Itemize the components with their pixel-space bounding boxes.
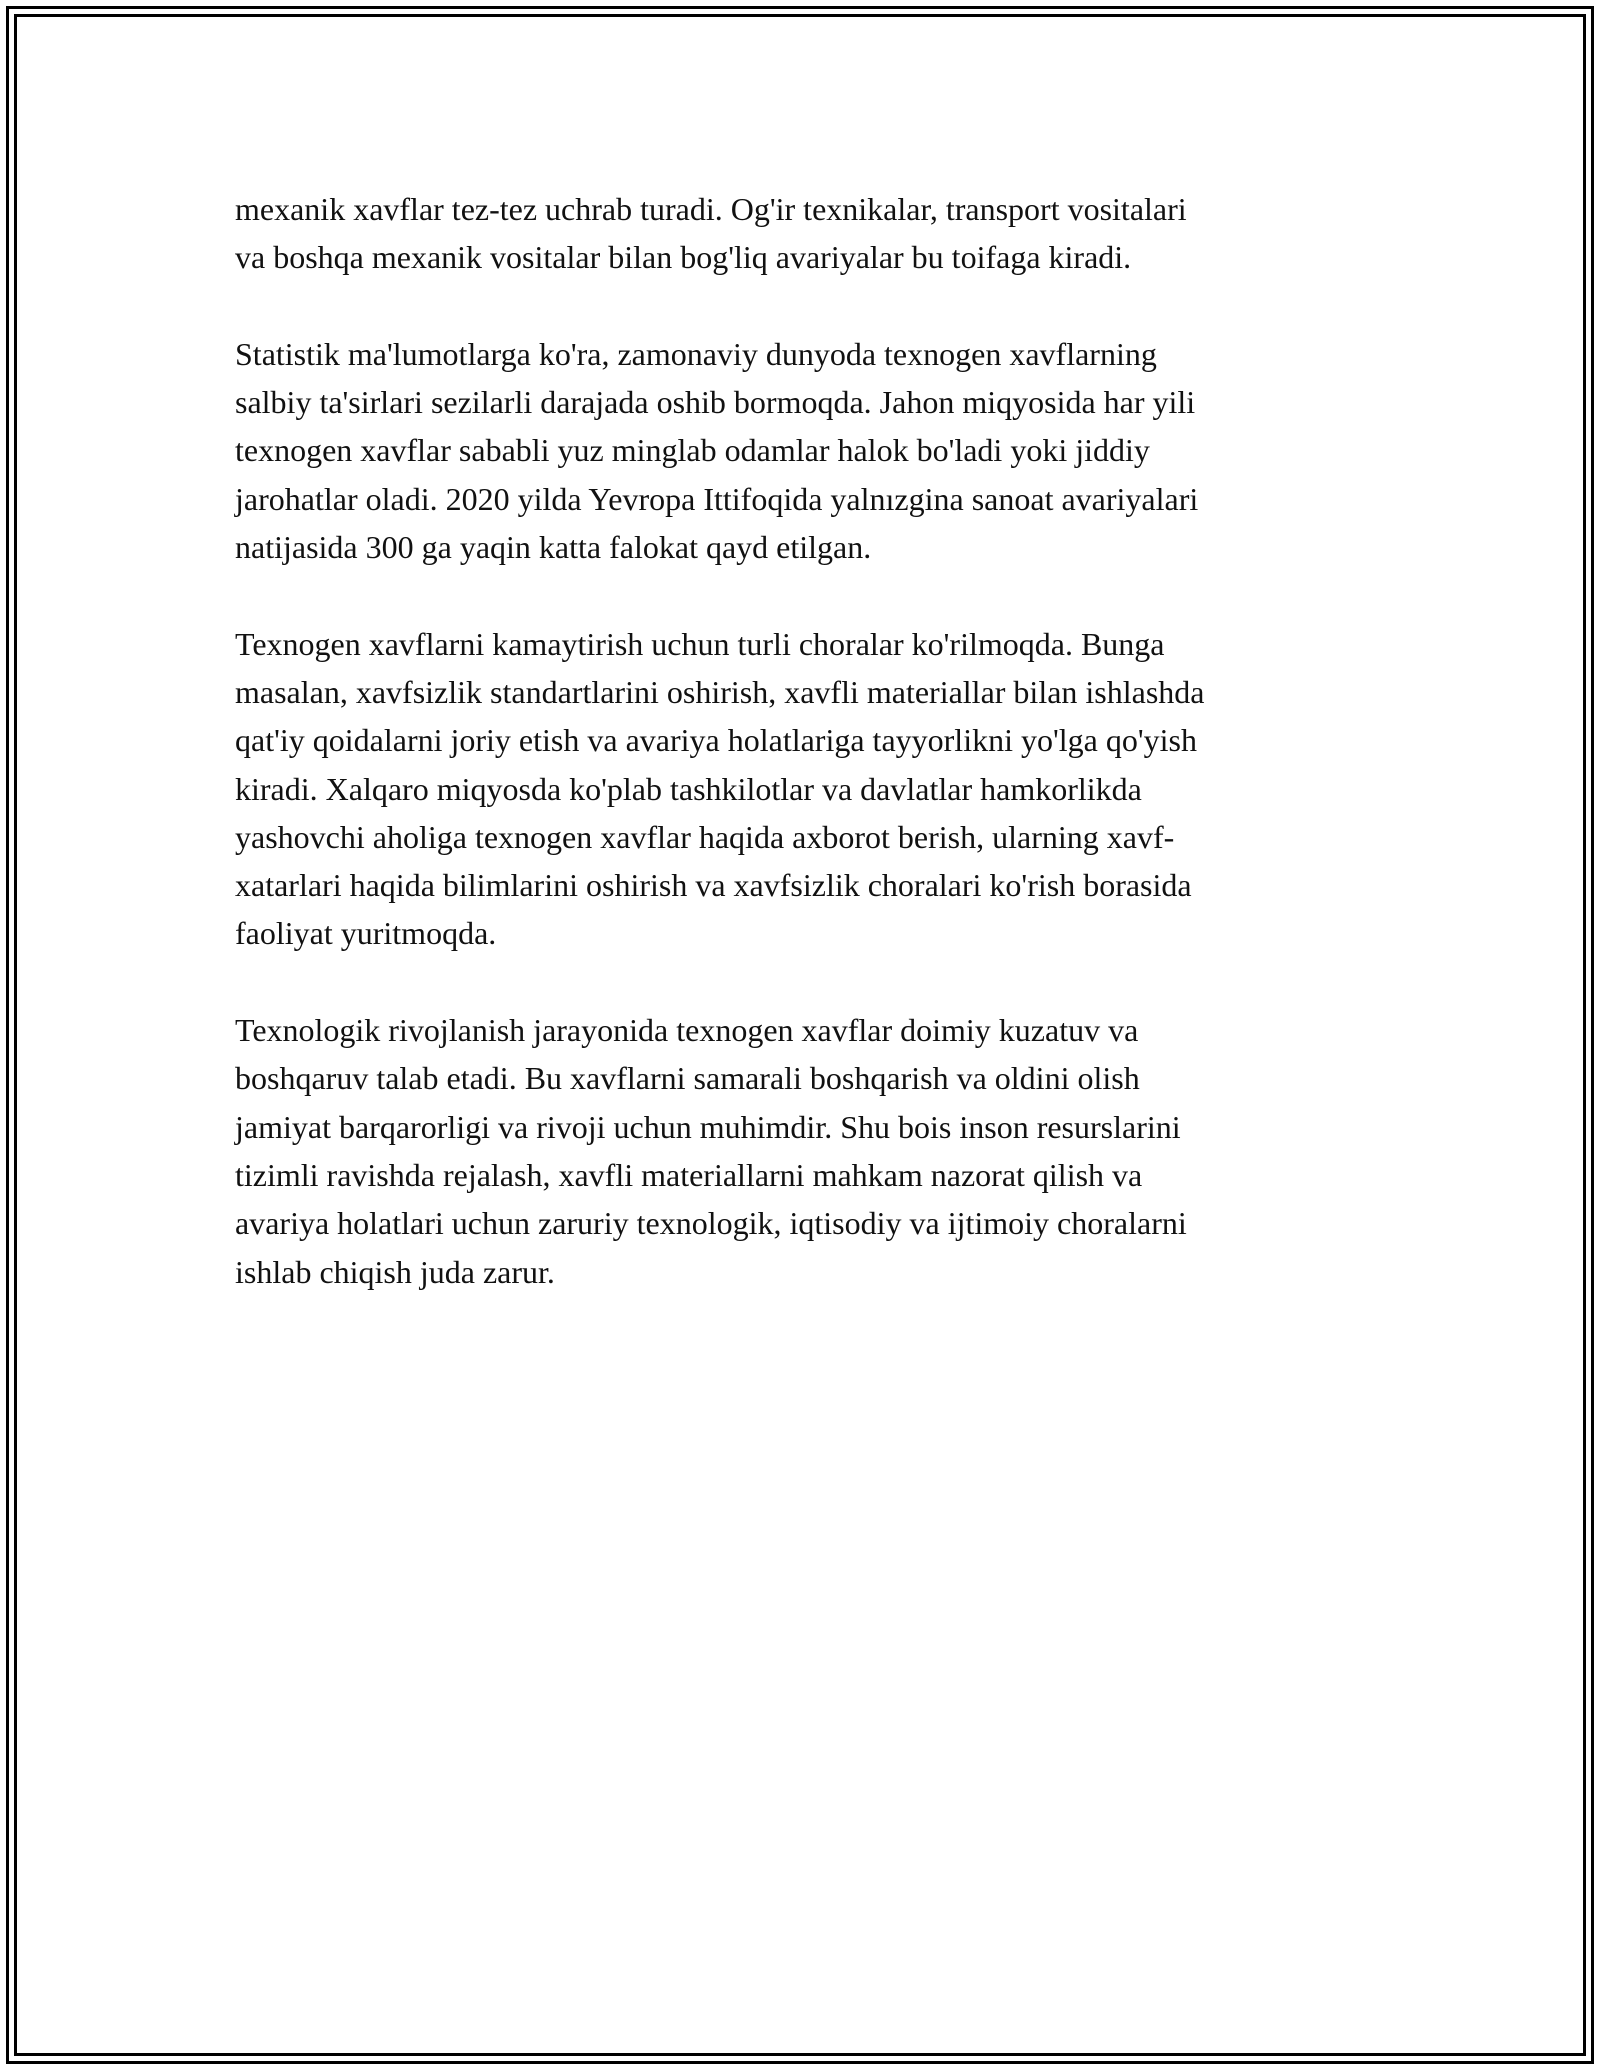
paragraph-3 [235, 620, 1360, 958]
text-line: tizimli ravishda rejalash, xavfli materiallarni mahkam nazorat qilish va [235, 1156, 1143, 1193]
text-line: masalan, xavfsizlik standartlarini oshirish, xavfli materiallar bilan ishlashda [235, 673, 1205, 710]
paragraph-2 [235, 330, 1360, 571]
text-line: yashovchi aholiga texnogen xavflar haqida axborot berish, ularning xavf- [235, 818, 1175, 855]
text-line: jarohatlar oladi. 2020 yilda Yevropa Ittifoqida yalnızgina sanoat avariyalari [235, 480, 1199, 517]
document-body [235, 185, 1360, 1344]
text-line: Texnologik rivojlanish jarayonida texnogen xavflar doimiy kuzatuv va [235, 1012, 1139, 1049]
text-line: kiradi. Xalqaro miqyosda ko'plab tashkilotlar va davlatlar hamkorlikda [235, 770, 1142, 807]
text-line: va boshqa mexanik vositalar bilan bog'liq avariyalar bu toifaga kiradi. [235, 239, 1132, 276]
text-line: natijasida 300 ga yaqin katta falokat qayd etilgan. [235, 529, 872, 566]
text-line: salbiy ta'sirlari sezilarli darajada oshib bormoqda. Jahon miqyosida har yili [235, 384, 1196, 421]
text-line: Statistik ma'lumotlarga ko'ra, zamonaviy dunyoda texnogen xavflarning [235, 335, 1157, 372]
text-line: qat'iy qoidalarni joriy etish va avariya holatlariga tayyorlikni yo'lga qo'yish [235, 722, 1197, 759]
text-line: faoliyat yuritmoqda. [235, 915, 497, 952]
text-line: xatarlari haqida bilimlarini oshirish va xavfsizlik choralari ko'rish borasida [235, 867, 1192, 904]
paragraph-4 [235, 1006, 1360, 1296]
text-line: ishlab chiqish juda zarur. [235, 1253, 555, 1290]
text-line: mexanik xavflar tez-tez uchrab turadi. Og'ir texnikalar, transport vositalari [235, 191, 1187, 227]
text-line: jamiyat barqarorligi va rivoji uchun muhimdir. Shu bois inson resurslarini [235, 1108, 1181, 1145]
paragraph-1 [235, 185, 1360, 282]
text-line: avariya holatlari uchun zaruriy texnologik, iqtisodiy va ijtimoiy choralarni [235, 1205, 1187, 1242]
text-line: Texnogen xavflarni kamaytirish uchun turli choralar ko'rilmoqda. Bunga [235, 625, 1165, 662]
text-line: boshqaruv talab etadi. Bu xavflarni samarali boshqarish va oldini olish [235, 1060, 1140, 1097]
text-line: texnogen xavflar sababli yuz minglab odamlar halok bo'ladi yoki jiddiy [235, 432, 1150, 469]
